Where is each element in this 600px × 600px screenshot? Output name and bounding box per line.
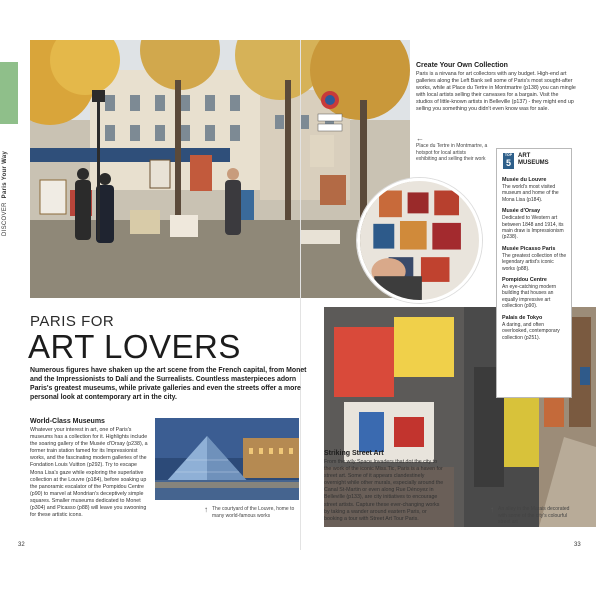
museums-heading: World-Class Museums bbox=[30, 418, 105, 425]
museums-body: Whatever your interest in art, one of Paris's museums has a collection for it. Highlights include the soaring gallery of the Musée d'Orsay (p238), a former train station famed for its Impressionist works, and the fascinating modern galleries of the Fondation Louis Vuitton (p292). Try to escape Mona Lisa's gaze while exploring the superlative collection at the Louvre (p184), before soaking up the panoramic escalator of the Pompidou Centre (p90) to marvel at Mondrian's deceptively simple squares. Smaller museums dedicated to Monet (p304) and Picasso (p88) will leave you swooning for these artistic icons. bbox=[30, 427, 148, 519]
louvre-caption bbox=[204, 505, 300, 519]
page-gutter bbox=[300, 40, 301, 550]
arrow-left-icon: ← bbox=[416, 134, 424, 143]
top5-item-name: Musée d'Orsay bbox=[502, 208, 541, 215]
artist-inset-photo bbox=[357, 178, 482, 303]
collection-heading: Create Your Own Collection bbox=[416, 62, 508, 69]
top5-item-name: Pompidou Centre bbox=[502, 277, 547, 284]
street-art-body: From the wily Space Invaders that dot the city to the work of the iconic Miss.Tic, Paris is a haven for street art. Some of it appears clandestinely overnight while other murals, especially around the Canal St-Martin or even along Rue Dénoyez in Belleville (p133), are city initiatives to encourage street artists. Capture these ever-changing works by taking a wander around eastern Paris, or booking a tour with Street Art Tour Paris. bbox=[324, 459, 444, 522]
top5-title bbox=[518, 153, 549, 167]
top5-item bbox=[502, 177, 568, 203]
louvre-caption-text: The courtyard of the Louvre, home to many world-famous works bbox=[212, 506, 295, 519]
top5-item-desc: The world's most visited museum and home of the Mona Lisa (p184). bbox=[502, 184, 559, 203]
top5-item bbox=[502, 208, 568, 241]
montmartre-caption-text: Place du Tertre in Montmartre, a hotspot for local artists exhibiting and selling their work bbox=[416, 143, 488, 162]
street-art-heading: Striking Street Art bbox=[324, 450, 384, 457]
top5-item bbox=[502, 246, 568, 272]
page-title: ART LOVERS bbox=[28, 328, 241, 365]
top5-item-name: Musée du Louvre bbox=[502, 177, 547, 183]
collection-body: Paris is a nirvana for art collectors with any budget. High-end art galleries along the Left Bank sell some of Paris's most sought-after works, while at Place du Tertre in Montmartre (p138) you can mingle with local artists selling their canvases for a bargain. Visit the studios of little-known artists in Belleville (p137) - they might end up selling you something you didn't even know was for sale. bbox=[416, 71, 576, 113]
top5-list bbox=[502, 177, 568, 346]
page-number-right: 33 bbox=[574, 542, 581, 548]
top5-box bbox=[496, 148, 572, 398]
top5-title-line2: MUSEUMS bbox=[518, 160, 549, 166]
collection-section bbox=[416, 62, 576, 114]
top5-badge bbox=[503, 153, 514, 169]
top5-item-name: Palais de Tokyo bbox=[502, 314, 543, 321]
top5-title-line1: ART bbox=[518, 153, 531, 159]
marais-caption bbox=[490, 505, 572, 526]
top5-item-desc: An eye-catching modern building that houses an equally impressive art collection (p90). bbox=[502, 284, 557, 310]
marais-caption-text: An alley in the Marais decorated with some of the city's colourful street art bbox=[498, 506, 570, 525]
top5-item bbox=[502, 277, 568, 310]
top5-item-desc: Dedicated to Western art between 1848 and 1914, its main draw is Impressionism (p238). bbox=[502, 215, 564, 241]
montmartre-photo bbox=[30, 40, 410, 298]
top5-badge-number: 5 bbox=[505, 158, 511, 168]
intro-paragraph: Numerous figures have shaken up the art scene from the French capital, from Monet and the Impressionists to Dalí and the Surrealists. Countless masterpieces adorn Paris's greatest museums, while private galleries and even the streets offer a more personal look at contemporary art in the city. bbox=[30, 367, 307, 401]
arrow-up-icon: ↑ bbox=[490, 505, 494, 514]
section-name: DISCOVER bbox=[2, 202, 8, 236]
museums-section bbox=[30, 418, 148, 519]
top5-item-desc: The greatest collection of the legendary artist's iconic works (p88). bbox=[502, 252, 567, 272]
louvre-photo bbox=[155, 418, 299, 500]
top5-item-desc: A daring, and often overlooked, contemporary collection (p251). bbox=[502, 321, 560, 341]
top5-badge-word: TOP bbox=[504, 153, 513, 157]
chapter-name: Paris Your Way bbox=[2, 150, 8, 199]
section-tab bbox=[0, 62, 18, 124]
top5-item-name: Musée Picasso Paris bbox=[502, 245, 556, 252]
arrow-up-icon: ↑ bbox=[204, 505, 208, 514]
page-kicker: PARIS FOR bbox=[30, 313, 115, 330]
top5-item bbox=[502, 315, 568, 341]
section-label bbox=[2, 116, 16, 236]
page-number-left: 32 bbox=[18, 542, 25, 548]
street-art-section bbox=[324, 450, 444, 523]
montmartre-caption bbox=[416, 135, 488, 163]
